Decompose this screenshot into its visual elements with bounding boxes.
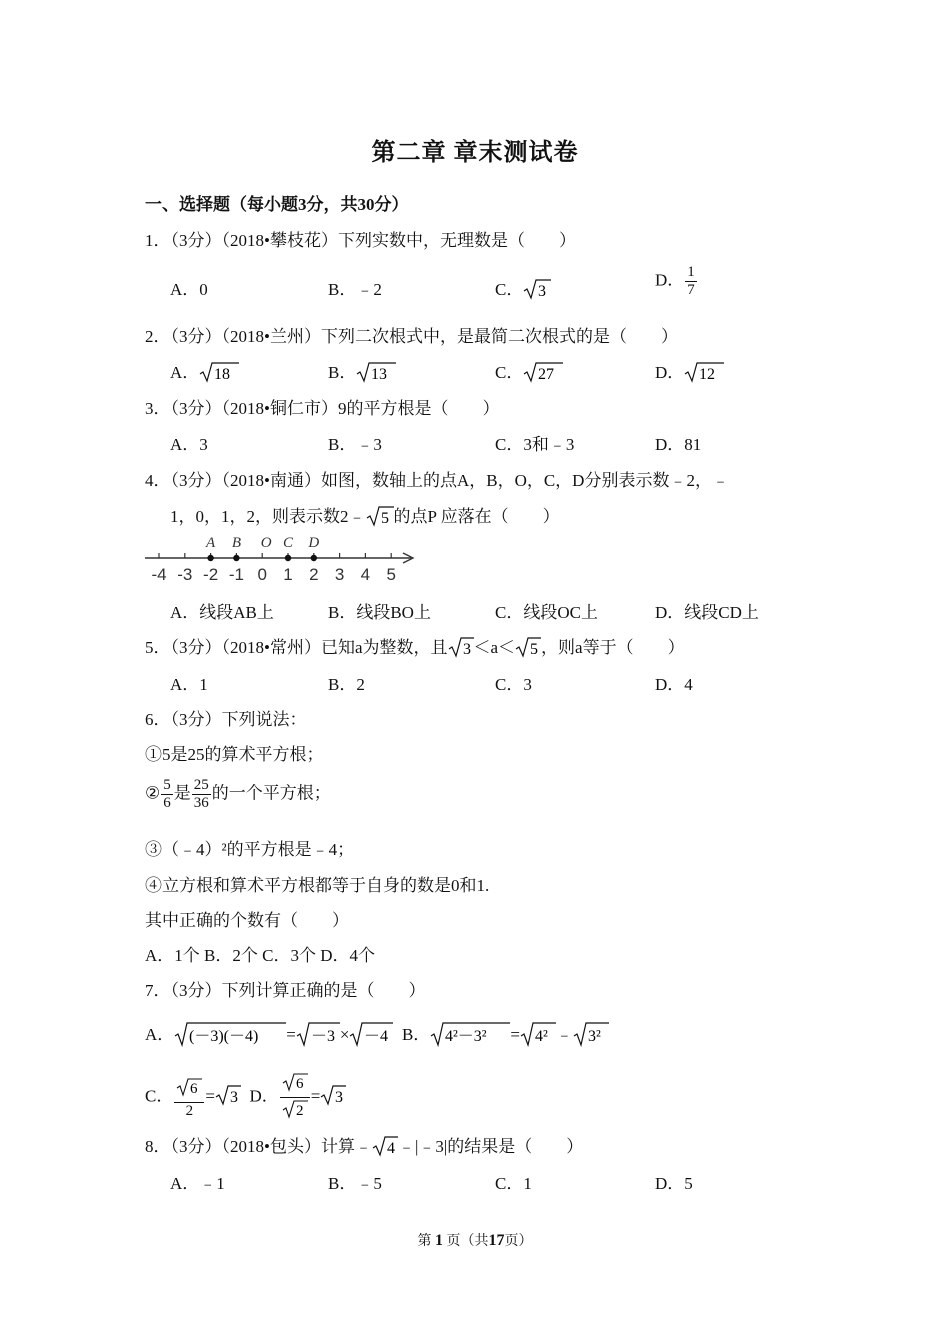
axis-tick-label: -1 (228, 565, 244, 584)
question-5-options (170, 670, 830, 698)
option-c: C． 27 (495, 358, 563, 388)
radicand: 3 (335, 1089, 344, 1106)
radicand: 4² (534, 1027, 548, 1045)
question-7-options-ab: A． (－3)(－4) = －3 × －4 B． 4²－3² = 4² ﹣ 3² (145, 1020, 609, 1052)
option-b: B．﹣3 (328, 435, 382, 454)
radicand: (－3)(－4) (189, 1027, 259, 1045)
axis-tick-label: 2 (309, 565, 319, 584)
question-4-stem-line2: 1，0，1，2，则表示数2﹣ 5 的点P 应落在（ ） (170, 507, 560, 527)
question-8-stem: 8．（3分）（2018•包头）计算﹣ 4 ﹣|﹣3|的结果是（ ） (145, 1137, 584, 1157)
point-label: O (260, 535, 272, 551)
point-label: A (206, 535, 216, 551)
question-1-stem: 1．（3分）（2018•攀枝花）下列实数中，无理数是（ ） (145, 231, 576, 250)
sqrt-expression (523, 278, 551, 305)
radicand: 4 (386, 1139, 395, 1157)
radicand: －4 (364, 1027, 389, 1045)
axis-tick-label: 4 (360, 565, 371, 584)
option-b: B．线段BO上 (328, 603, 431, 622)
point-label: C (282, 535, 294, 551)
page-number: 1 (435, 1232, 443, 1249)
axis-tick-label: 5 (386, 565, 396, 584)
radicand: 6 (295, 1076, 304, 1092)
question-6-stem: 6．（3分）下列说法： (145, 710, 307, 729)
option-b: B．2 (328, 675, 365, 694)
radicand: 3 (538, 282, 547, 300)
option-a: A．0 (170, 280, 208, 299)
question-4-stem-line1: 4．（3分）（2018•南通）如图，数轴上的点A，B，O，C，D分别表示数﹣2，﹣ (145, 471, 729, 490)
statement-3: ③（﹣4）²的平方根是﹣4； (145, 840, 355, 859)
fraction: $\frac{1}{7}$ (687, 264, 695, 298)
option-b: B． 13 (328, 358, 396, 388)
option-d: D．81 (655, 435, 702, 454)
radicand: 3 (462, 640, 471, 658)
radicand: 4²－3² (445, 1027, 487, 1045)
question-1-options (170, 264, 830, 303)
point-marker (311, 555, 317, 561)
number-line-figure (143, 532, 423, 584)
statement-2: ② $\frac{5}{6}$ 是 $\frac{25}{36}$ 的一个平方根； (145, 777, 331, 811)
option-a: A．3 (170, 435, 208, 454)
point-marker (207, 555, 213, 561)
axis-tick-label: -2 (203, 565, 219, 584)
axis-tick-label: 0 (257, 565, 267, 584)
option-c: C．3 (495, 675, 532, 694)
option-d: D． 12 (655, 358, 724, 388)
point-marker (233, 555, 239, 561)
page-total: 17 (488, 1232, 505, 1249)
axis-tick-label: 3 (334, 565, 345, 584)
question-2-options (170, 358, 830, 386)
question-8-options (170, 1169, 830, 1197)
radicand: 6 (190, 1080, 198, 1097)
option-a: A．﹣1 (170, 1174, 225, 1193)
question-6-options: A．1个 B．2个 C．3个 D．4个 (145, 946, 375, 965)
radicand: 12 (699, 365, 716, 383)
question-7-options-cd: C． $\frac{6}{2}$ = 3 D． $\frac{6}{2}$ = 3 (145, 1072, 346, 1123)
point-label: D (308, 535, 320, 551)
option-c: C．3和﹣3 (495, 435, 575, 454)
question-5-stem: 5．（3分）（2018•常州）已知a为整数，且 3 ＜a＜ 5 ，则a等于（ ） (145, 638, 685, 658)
option-b: B．﹣2 (328, 280, 382, 299)
option-a: A．1 (170, 675, 208, 694)
axis-tick-label: -4 (151, 565, 167, 584)
option-b: B．﹣5 (328, 1174, 382, 1193)
radicand: 3 (229, 1089, 238, 1106)
page-title: 第二章 章末测试卷 (371, 140, 579, 166)
question-3-options (170, 430, 830, 458)
option-a: A．线段AB上 (170, 603, 274, 622)
radicand: 3² (587, 1027, 601, 1045)
radicand: 5 (530, 640, 539, 658)
axis-tick-label: 1 (283, 565, 293, 584)
question-6-ask: 其中正确的个数有（ ） (145, 911, 349, 930)
section-heading: 一、选择题（每小题3分，共30分） (145, 195, 409, 214)
radicand: －3 (310, 1027, 335, 1045)
axis-tick-label: -3 (177, 565, 193, 584)
option-a: A． 18 (170, 358, 239, 388)
option-d: D． $\frac{1}{7}$ (655, 264, 695, 298)
question-3-stem: 3．（3分）（2018•铜仁市）9的平方根是（ ） (145, 399, 500, 418)
option-c: C．1 (495, 1174, 532, 1193)
question-2-stem: 2．（3分）（2018•兰州）下列二次根式中，是最简二次根式的是（ ） (145, 327, 678, 346)
statement-4: ④立方根和算术平方根都等于自身的数是0和1. (145, 876, 490, 895)
option-c: C．线段OC上 (495, 603, 598, 622)
radicand: 27 (538, 365, 555, 383)
radicand: 13 (371, 365, 388, 383)
radicand: 2 (295, 1103, 304, 1119)
radicand: 18 (214, 365, 231, 383)
statement-1: ①5是25的算术平方根； (145, 745, 324, 764)
option-c: C． 3 (495, 275, 551, 305)
question-4-options (170, 598, 830, 626)
page-footer: 第 1 页（共17页） (417, 1232, 533, 1249)
radicand: 5 (380, 509, 389, 527)
point-label: B (231, 535, 241, 551)
question-7-stem: 7．（3分）下列计算正确的是（ ） (145, 981, 426, 1000)
option-d: D．5 (655, 1174, 693, 1193)
option-d: D．4 (655, 675, 693, 694)
point-marker (285, 555, 291, 561)
option-d: D．线段CD上 (655, 603, 759, 622)
